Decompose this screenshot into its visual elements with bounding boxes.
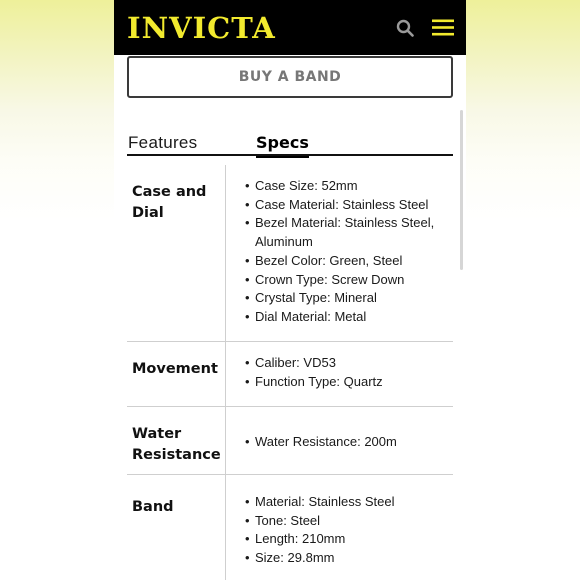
spec-item: • Case Material: Stainless Steel bbox=[245, 196, 429, 212]
scrollbar-thumb[interactable] bbox=[460, 110, 463, 270]
spec-section-case-dial bbox=[127, 165, 453, 341]
invicta-logo[interactable]: INVICTA bbox=[127, 11, 276, 45]
spec-item: • Tone: Steel bbox=[245, 512, 321, 528]
spec-item: • Bezel Material: Stainless Steel, Aluminum bbox=[245, 215, 435, 250]
section-title: Band bbox=[132, 499, 174, 515]
spec-item: • Bezel Color: Green, Steel bbox=[245, 252, 403, 268]
section-title: Movement bbox=[132, 361, 218, 377]
spec-list bbox=[245, 493, 450, 568]
spec-item: • Dial Material: Metal bbox=[245, 308, 367, 324]
spec-item: • Caliber: VD53 bbox=[245, 355, 336, 370]
section-title: Case and Dial bbox=[132, 184, 207, 221]
tabs-underline bbox=[127, 154, 453, 156]
spec-tabs bbox=[127, 130, 453, 158]
buy-a-band-button[interactable]: BUY A BAND bbox=[127, 56, 453, 98]
spec-list bbox=[245, 354, 450, 391]
spec-list bbox=[245, 177, 450, 327]
spec-item: • Case Size: 52mm bbox=[245, 178, 358, 193]
hamburger-menu-icon[interactable] bbox=[432, 19, 454, 36]
phone-screen bbox=[114, 0, 466, 580]
spec-section-movement bbox=[127, 342, 453, 406]
tab-specs[interactable]: Specs bbox=[256, 133, 309, 158]
spec-item: • Size: 29.8mm bbox=[245, 550, 335, 566]
spec-section-water-resistance bbox=[127, 407, 453, 474]
spec-item: • Length: 210mm bbox=[245, 531, 346, 547]
search-icon[interactable] bbox=[396, 19, 414, 37]
spec-item: • Crown Type: Screw Down bbox=[245, 271, 405, 287]
spec-item: • Crystal Type: Mineral bbox=[245, 290, 377, 306]
spec-item: • Function Type: Quartz bbox=[245, 373, 383, 389]
site-header bbox=[114, 0, 466, 55]
spec-item: • Water Resistance: 200m bbox=[245, 434, 397, 449]
section-title: Water Resistance bbox=[132, 426, 221, 463]
spec-item: • Material: Stainless Steel bbox=[245, 494, 395, 509]
spec-list bbox=[245, 433, 450, 452]
spec-section-band bbox=[127, 475, 453, 580]
tab-features[interactable]: Features bbox=[128, 133, 198, 152]
